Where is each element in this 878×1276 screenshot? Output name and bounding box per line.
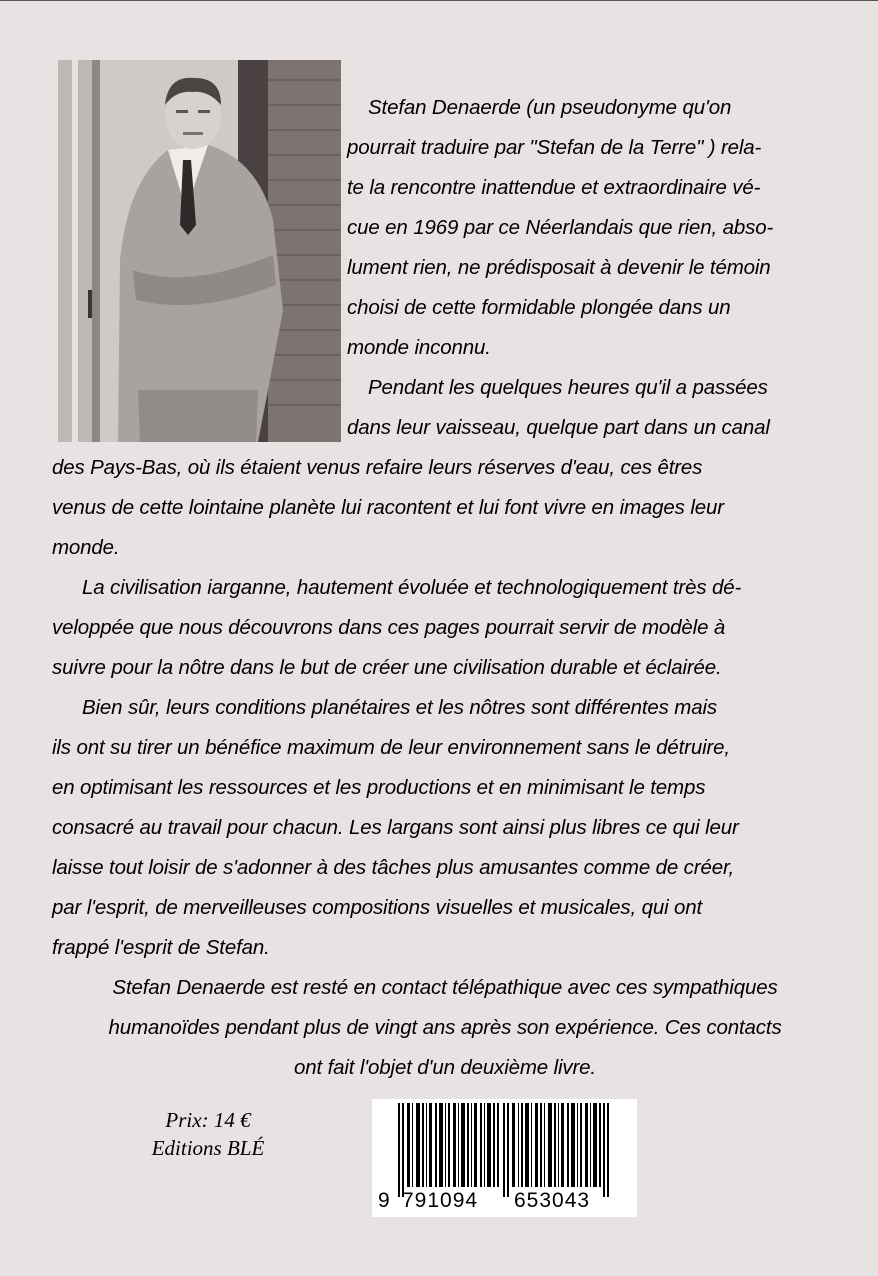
text-line: Bien sûr, leurs conditions planétaires et les nôtres sont différentes mais xyxy=(82,696,717,719)
text-line: ont fait l'objet d'un deuxième livre. xyxy=(294,1056,596,1079)
text-line: dans leur vaisseau, quelque part dans un canal xyxy=(347,416,770,439)
barcode-group-2: 653043 xyxy=(514,1189,591,1212)
paragraph-2 xyxy=(50,368,840,568)
text-line: monde. xyxy=(52,536,120,559)
text-line: Stefan Denaerde (un pseudonyme qu'on xyxy=(368,96,732,119)
isbn-barcode xyxy=(372,1099,637,1217)
text-line: par l'esprit, de merveilleuses compositions visuelles et musicales, qui ont xyxy=(52,896,703,919)
text-line: te la rencontre inattendue et extraordinaire vé- xyxy=(347,176,761,199)
text-line: frappé l'esprit de Stefan. xyxy=(52,936,270,959)
text-line: humanoïdes pendant plus de vingt ans après son expérience. Ces contacts xyxy=(108,1016,782,1039)
barcode-group-1: 791094 xyxy=(402,1189,479,1212)
text-line: consacré au travail pour chacun. Les largans sont ainsi plus libres ce qui leur xyxy=(52,816,739,839)
barcode-digits xyxy=(372,1189,637,1215)
paragraph-4 xyxy=(50,688,840,968)
text-line: La civilisation iarganne, hautement évoluée et technologiquement très dé- xyxy=(82,576,742,599)
text-line: pourrait traduire par "Stefan de la Terre" ) rela- xyxy=(347,136,762,159)
text-line: ils ont su tirer un bénéfice maximum de leur environnement sans le détruire, xyxy=(52,736,730,759)
publisher-label: Editions BLÉ xyxy=(151,1136,265,1160)
text-line: monde inconnu. xyxy=(347,336,491,359)
text-line: lument rien, ne prédisposait à devenir le témoin xyxy=(347,256,771,279)
back-cover-text xyxy=(50,88,840,1088)
price-publisher-block xyxy=(118,1106,298,1162)
text-line: laisse tout loisir de s'adonner à des tâches plus amusantes comme de créer, xyxy=(52,856,735,879)
top-border xyxy=(0,0,878,1)
text-line: Stefan Denaerde est resté en contact télépathique avec ces sympathiques xyxy=(112,976,778,999)
paragraph-5 xyxy=(50,968,840,1088)
text-line: veloppée que nous découvrons dans ces pages pourrait servir de modèle à xyxy=(52,616,726,639)
text-line: suivre pour la nôtre dans le but de créer une civilisation durable et éclairée. xyxy=(52,656,722,679)
text-line: Pendant les quelques heures qu'il a passées xyxy=(368,376,768,399)
price-label: Prix: 14 € xyxy=(165,1108,251,1132)
text-line: venus de cette lointaine planète lui racontent et lui font vivre en images leur xyxy=(52,496,724,519)
barcode-first-digit: 9 xyxy=(378,1189,390,1212)
paragraph-3 xyxy=(50,568,840,688)
text-line: en optimisant les ressources et les productions et en minimisant le temps xyxy=(52,776,706,799)
text-line: cue en 1969 par ce Néerlandais que rien, abso- xyxy=(347,216,774,239)
text-line: des Pays-Bas, où ils étaient venus refaire leurs réserves d'eau, ces êtres xyxy=(52,456,703,479)
text-line: choisi de cette formidable plongée dans un xyxy=(347,296,731,319)
paragraph-1 xyxy=(50,88,840,368)
